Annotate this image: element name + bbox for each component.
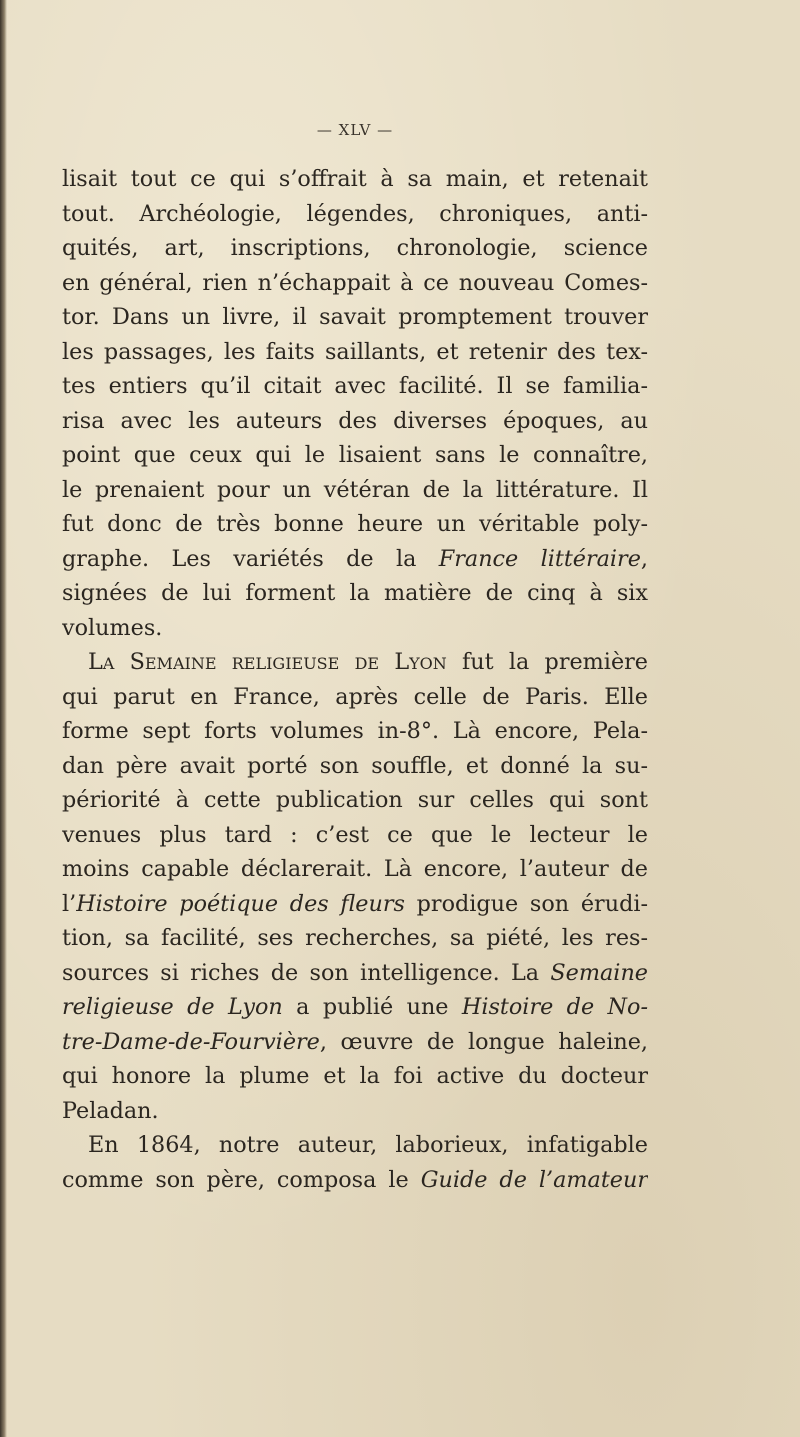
italic-title: tre-Dame-de-Fourvière (62, 1028, 320, 1055)
body-text (62, 162, 648, 1197)
text-line: venues plus tard : c’est ce que le lecteur le (62, 821, 648, 848)
text-line: qui parut en France, après celle de Paris. Elle (62, 683, 648, 710)
text-run: prodigue son érudi- (404, 890, 648, 917)
paragraph-1 (62, 162, 648, 645)
italic-title: Histoire poétique des fleurs (76, 890, 405, 917)
text-line (62, 990, 648, 1025)
text-line: en général, rien n’échappait à ce nouveau Comes- (62, 269, 648, 296)
text-line: tes entiers qu’il citait avec facilité. Il se familia- (62, 373, 648, 399)
text-run: , (640, 545, 648, 572)
italic-title: Semaine (550, 959, 648, 986)
text-line (62, 956, 648, 991)
text-line (62, 1025, 648, 1060)
text-line (62, 645, 648, 680)
text-line: point que ceux qui le lisaient sans le connaître, (62, 442, 648, 468)
paragraph-3 (62, 1128, 648, 1197)
text-run: , œuvre de longue haleine, (319, 1028, 648, 1055)
text-run: comme son père, composa le (62, 1166, 421, 1193)
text-line: tout. Archéologie, légendes, chroniques, anti- (62, 200, 648, 227)
text-run: l’ (62, 890, 77, 917)
text-run: a publié une (282, 994, 462, 1020)
text-line (62, 542, 648, 577)
text-line (62, 887, 648, 922)
text-line: fut donc de très bonne heure un véritable poly- (62, 511, 648, 537)
text-line: quités, art, inscriptions, chronologie, science (62, 235, 648, 261)
italic-title: Guide de l’amateur (420, 1166, 648, 1193)
text-line: risa avec les auteurs des diverses époques, au (62, 407, 648, 434)
text-line: En 1864, notre auteur, laborieux, infatigable (88, 1132, 648, 1158)
text-run: sources si riches de son intelligence. La (62, 959, 551, 986)
italic-title: France littéraire (438, 545, 641, 572)
text-line: volumes. (62, 614, 163, 641)
text-line: tion, sa facilité, ses recherches, sa piété, les res- (62, 925, 648, 951)
paragraph-2 (62, 645, 648, 1128)
running-head: — XLV — (316, 121, 394, 139)
text-line: moins capable déclarerait. Là encore, l’auteur de (62, 856, 648, 882)
text-run: graphe. Les variétés de la (62, 545, 439, 572)
small-caps-title: La Semaine religieuse de Lyon (88, 649, 447, 675)
text-run: fut la première (446, 649, 648, 675)
text-line: le prenaient pour un vétéran de la littérature. Il (62, 476, 648, 503)
text-line: périorité à cette publication sur celles qui sont (62, 787, 648, 813)
text-line: dan père avait porté son souffle, et donné la su- (62, 752, 648, 779)
book-page (62, 112, 648, 1412)
text-line (62, 1163, 648, 1198)
text-line: forme sept forts volumes in-8°. Là encore, Pela- (62, 718, 648, 744)
text-line: signées de lui forment la matière de cinq à six (62, 580, 648, 606)
italic-title: Histoire de No- (461, 994, 648, 1020)
text-line: tor. Dans un livre, il savait promptement trouver (62, 304, 648, 330)
text-line: les passages, les faits saillants, et retenir des tex- (62, 338, 648, 365)
italic-title: religieuse de Lyon (62, 994, 283, 1020)
text-line: lisait tout ce qui s’offrait à sa main, et retenait (62, 166, 648, 192)
book-spine-shadow (0, 0, 7, 1437)
text-line: qui honore la plume et la foi active du docteur (62, 1063, 648, 1089)
text-line: Peladan. (62, 1097, 159, 1124)
